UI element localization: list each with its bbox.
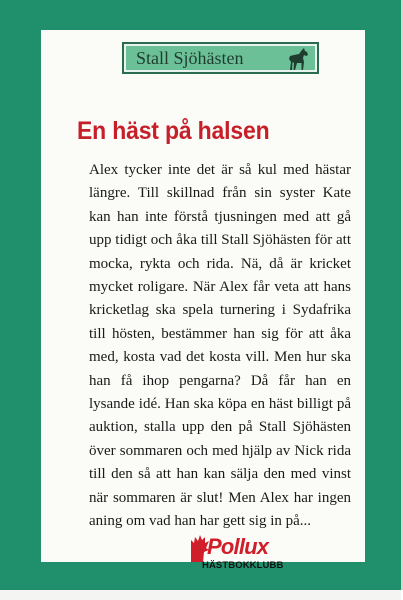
series-badge	[122, 42, 319, 74]
book-title: En häst på halsen	[77, 117, 270, 145]
series-label: Stall Sjöhästen	[136, 47, 244, 68]
blurb	[89, 159, 351, 534]
blurb-text: Alex tycker inte det är så kul med hästar längre. Till skillnad från sin syster Kate kan han inte förstå tjusningen med att gå upp tidigt och åka till Stall Sjöhästen för att mocka, rykta och rida. Nä, då är kricket mycket roligare. När Alex får veta att hans kricketlag ska spela turnering i Sydafrika till hösten, bestämmer han sig för att åka med, kosta vad det kosta vill. Men hur ska han få ihop pengarna? Då får han en lysande idé. Han ska köpa en häst billigt på auktion, stalla upp den på Stall Sjöhästen över sommaren och med hjälp av Nick rida till den så att han kan sälja den med vinst när sommaren är slut! Men Alex har ingen aning om vad han har gett sig in på...	[89, 162, 351, 530]
publisher-imprint: HÄSTBOKKLUBB	[202, 560, 284, 571]
horse-icon	[285, 46, 311, 72]
text-panel	[41, 30, 365, 571]
publisher-name: Pollux	[207, 534, 269, 559]
publisher-logo	[189, 534, 299, 578]
